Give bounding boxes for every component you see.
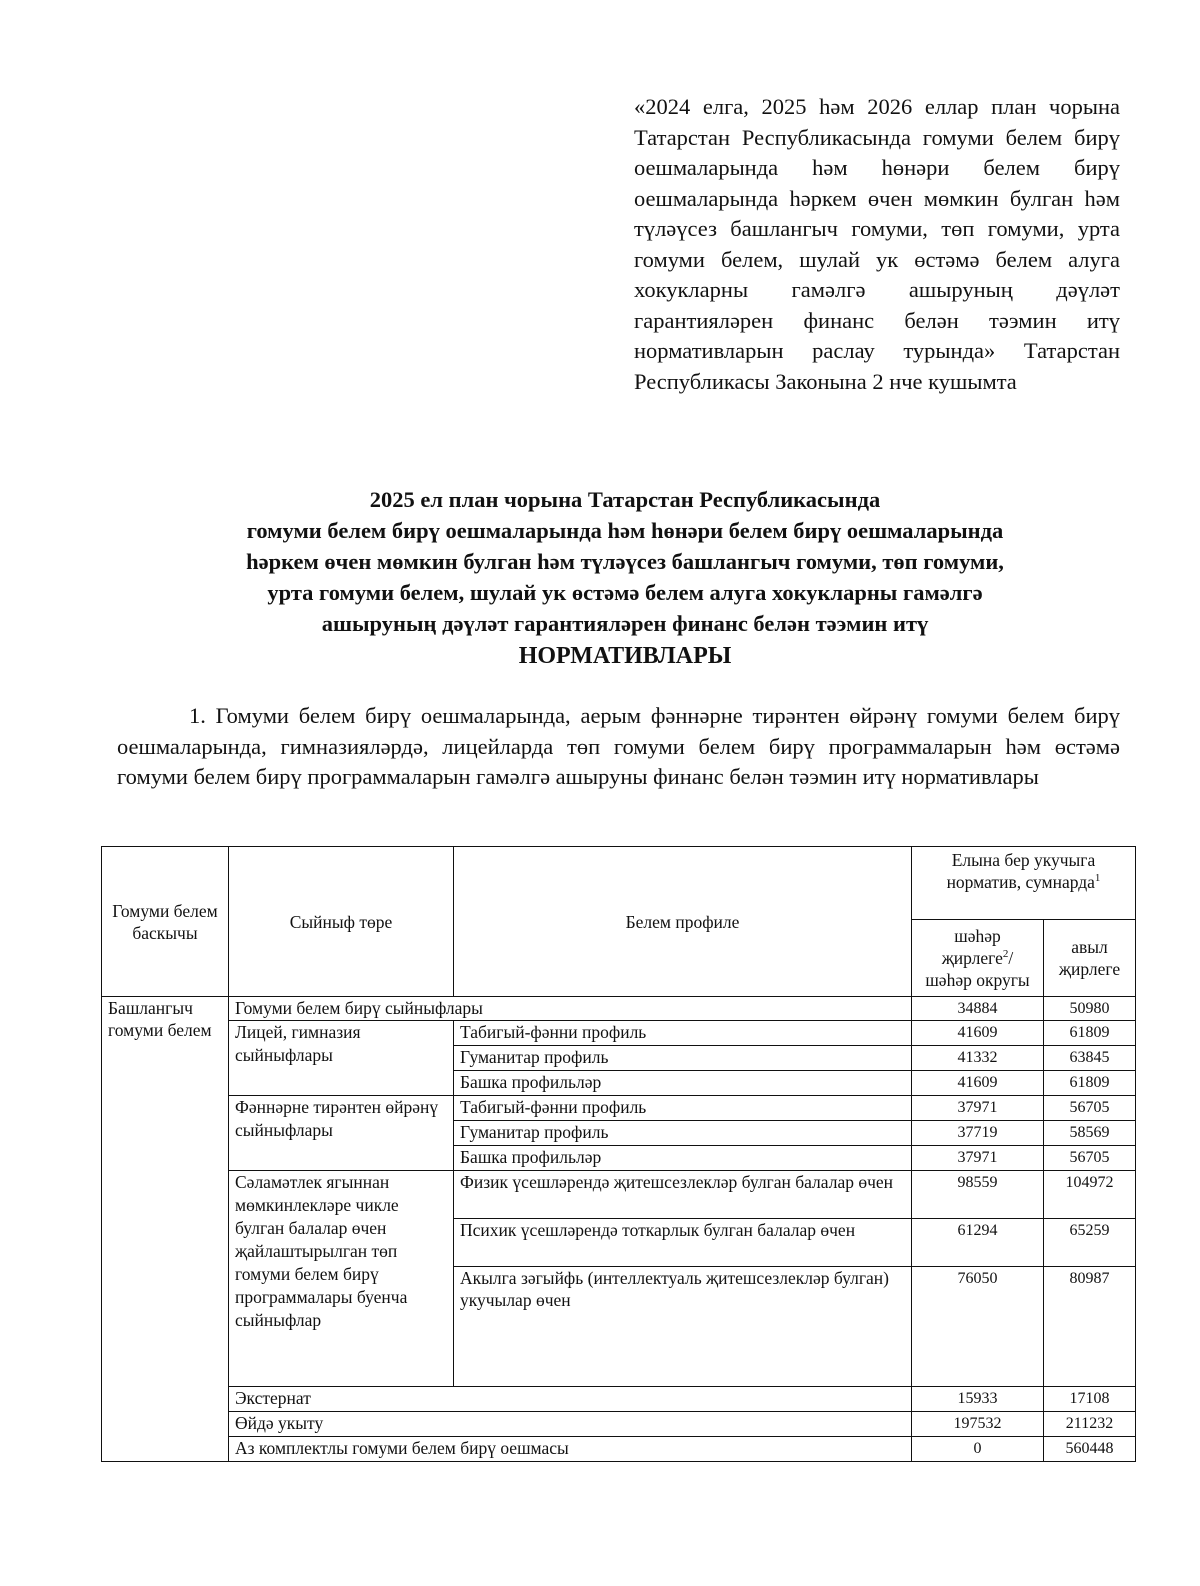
header-rural: авыл җирлеге bbox=[1044, 920, 1136, 997]
rural-value: 50980 bbox=[1044, 997, 1136, 1021]
profile-cell: Табигый-фәнни профиль bbox=[454, 1021, 912, 1046]
normatives-table bbox=[101, 846, 1136, 1462]
rural-value: 65259 bbox=[1044, 1219, 1136, 1267]
rural-value: 104972 bbox=[1044, 1171, 1136, 1219]
urban-value: 15933 bbox=[912, 1387, 1044, 1412]
urban-value: 76050 bbox=[912, 1267, 1044, 1387]
table-row bbox=[102, 1021, 1136, 1046]
row-label: Экстернат bbox=[229, 1387, 912, 1412]
stage-cell: Башлангыч гомуми белем bbox=[102, 997, 229, 1462]
header-urban-text: шәһәр җирлеге bbox=[941, 926, 1003, 968]
rural-value: 61809 bbox=[1044, 1021, 1136, 1046]
urban-value: 37719 bbox=[912, 1121, 1044, 1146]
urban-value: 34884 bbox=[912, 997, 1044, 1021]
rural-value: 61809 bbox=[1044, 1071, 1136, 1096]
header-urban bbox=[912, 920, 1044, 997]
header-normative bbox=[912, 847, 1136, 920]
title-line-2: гомуми белем бирү оешмаларында һәм һөнәри белем бирү оешмаларында bbox=[246, 518, 1004, 543]
urban-value: 61294 bbox=[912, 1219, 1044, 1267]
header-class-type: Сыйныф төре bbox=[229, 847, 454, 997]
table-row bbox=[102, 1171, 1136, 1219]
urban-value: 0 bbox=[912, 1437, 1044, 1462]
title-line-1: 2025 ел план чорына Татарстан Республикасында bbox=[369, 487, 881, 512]
rural-value: 560448 bbox=[1044, 1437, 1136, 1462]
class-type-advanced: Фәннәрне тирәнтен өйрәнү сыйныфлары bbox=[229, 1096, 454, 1171]
table-row bbox=[102, 1387, 1136, 1412]
class-type-lyceum: Лицей, гимназия сыйныфлары bbox=[229, 1021, 454, 1096]
table-row bbox=[102, 1412, 1136, 1437]
footnote-1-marker: 1 bbox=[1094, 872, 1101, 885]
title-line-5: ашыруның дәүләт гарантияләрен финанс белән тәэмин итү bbox=[321, 611, 929, 636]
title-main: НОРМАТИВЛАРЫ bbox=[518, 643, 732, 669]
header-normative-text: Елына бер укучыга норматив, сумнарда bbox=[946, 850, 1096, 892]
profile-cell: Гуманитар профиль bbox=[454, 1046, 912, 1071]
title-line-3: һәркем өчен мөмкин булган һәм түләүсез башлангыч гомуми, төп гомуми, bbox=[246, 549, 1004, 574]
table-row bbox=[102, 997, 1136, 1021]
header-stage: Гомуми белем баскычы bbox=[102, 847, 229, 997]
rural-value: 17108 bbox=[1044, 1387, 1136, 1412]
urban-value: 41609 bbox=[912, 1021, 1044, 1046]
urban-value: 98559 bbox=[912, 1171, 1044, 1219]
profile-cell: Акылга зәгыйфь (интеллектуаль җитешсезлекләр булган) укучылар өчен bbox=[454, 1267, 912, 1387]
class-type-health: Сәламәтлек ягыннан мөмкинлекләре чикле булган балалар өчен җайлаштырылган төп гомуми белем бирү программалары буенча сыйныфлар bbox=[229, 1171, 454, 1387]
rural-value: 56705 bbox=[1044, 1096, 1136, 1121]
rural-value: 211232 bbox=[1044, 1412, 1136, 1437]
profile-cell: Табигый-фәнни профиль bbox=[454, 1096, 912, 1121]
row-label: Аз комплектлы гомуми белем бирү оешмасы bbox=[229, 1437, 912, 1462]
document-title bbox=[100, 484, 1150, 673]
rural-value: 58569 bbox=[1044, 1121, 1136, 1146]
row-label: Гомуми белем бирү сыйныфлары bbox=[229, 997, 912, 1021]
profile-cell: Башка профильләр bbox=[454, 1146, 912, 1171]
profile-cell: Физик үсешләрендә җитешсезлекләр булган балалар өчен bbox=[454, 1171, 912, 1219]
profile-cell: Психик үсешләрендә тоткарлык булган балалар өчен bbox=[454, 1219, 912, 1267]
title-line-4: урта гомуми белем, шулай ук өстәмә белем алуга хокукларны гамәлгә bbox=[267, 580, 983, 605]
rural-value: 56705 bbox=[1044, 1146, 1136, 1171]
profile-cell: Башка профильләр bbox=[454, 1071, 912, 1096]
urban-value: 37971 bbox=[912, 1096, 1044, 1121]
rural-value: 63845 bbox=[1044, 1046, 1136, 1071]
urban-value: 37971 bbox=[912, 1146, 1044, 1171]
table-row bbox=[102, 1096, 1136, 1121]
section-1-text: 1. Гомуми белем бирү оешмаларында, аерым фәннәрне тирәнтен өйрәнү гомуми белем бирү оешмаларында, гимназияләрдә, лицейларда төп гомуми белем бирү программаларын һәм өстәмә гомуми белем бирү программаларын гамәлгә ашыруны финанс белән тәэмин итү нормативлары bbox=[117, 703, 1120, 789]
table-row bbox=[102, 1437, 1136, 1462]
urban-value: 41332 bbox=[912, 1046, 1044, 1071]
urban-value: 197532 bbox=[912, 1412, 1044, 1437]
row-label: Өйдә укыту bbox=[229, 1412, 912, 1437]
rural-value: 80987 bbox=[1044, 1267, 1136, 1387]
urban-value: 41609 bbox=[912, 1071, 1044, 1096]
header-profile: Белем профиле bbox=[454, 847, 912, 997]
profile-cell: Гуманитар профиль bbox=[454, 1121, 912, 1146]
appendix-header: «2024 елга, 2025 һәм 2026 еллар план чорына Татарстан Республикасында гомуми белем бирү оешмаларында һәм һөнәри белем бирү оешмаларында һәркем өчен мөмкин булган һәм түләүсез башлангыч гомуми, төп гомуми, урта гомуми белем, шулай ук өстәмә белем алуга хокукларны гамәлгә ашыруның дәүләт гарантияләрен финанс белән тәэмин итү нормативларын раслау турында» Татарстан Республикасы Законына 2 нче кушымта bbox=[634, 94, 1120, 394]
footnote-2-marker: 2 bbox=[1002, 948, 1009, 961]
header-urban-suffix: / шәһәр округы bbox=[925, 948, 1030, 990]
